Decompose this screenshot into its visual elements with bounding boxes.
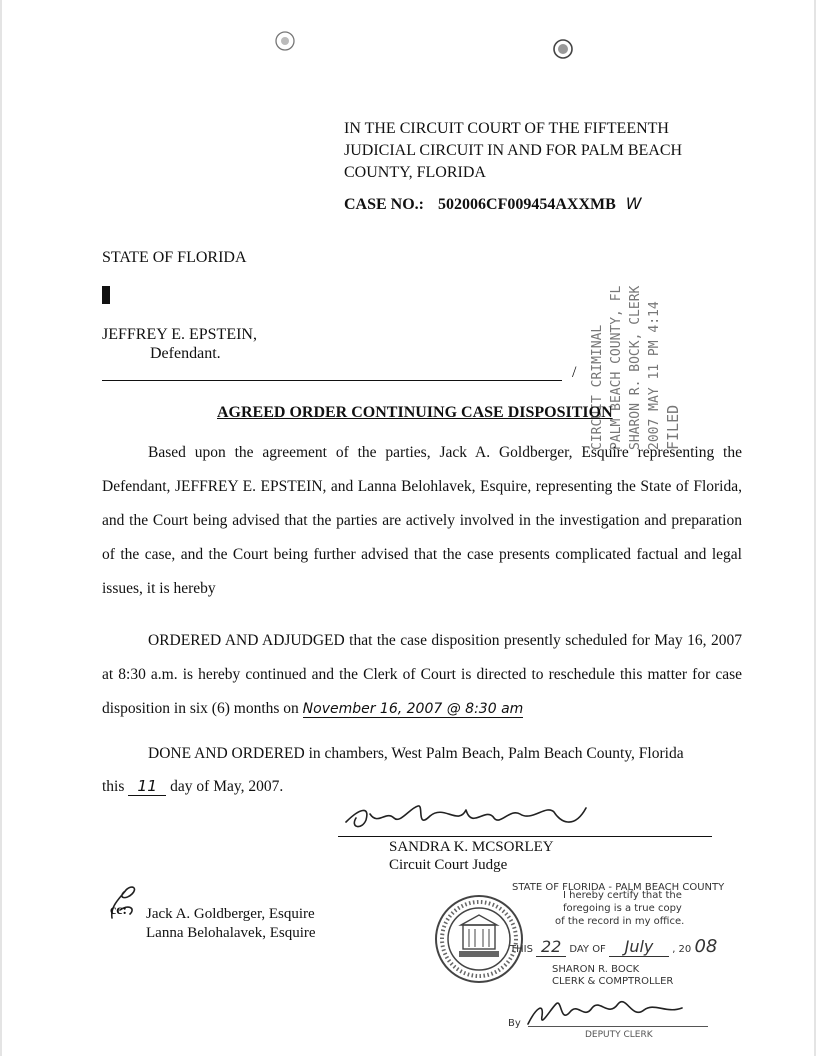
cert-line-1: I hereby certify that the [563,890,682,901]
cert-clerk-name: SHARON R. BOCK [552,964,640,975]
case-number: 502006CF009454AXXMB [438,196,616,213]
cc-label: cc: [110,903,128,918]
cert-deputy-label: DEPUTY CLERK [585,1030,653,1040]
cc-recipient-2: Lanna Belohalavek, Esquire [146,925,316,941]
order-paragraph-adjudged-text: ORDERED AND ADJUDGED that the case disposition presently scheduled for May 16, 2007 at 8:30 a.m. is hereby continued and the Clerk of Court is directed to reschedule this matter for case disposition in six (6) months on [102,632,742,717]
cert-line-2: foregoing is a true copy [563,903,682,914]
case-number-label: CASE NO.: [344,196,425,213]
filed-stamp-clerk: SHARON R. BOCK, CLERK [628,285,643,450]
cert-date-line [510,936,717,957]
cert-year-handwritten: 08 [694,936,718,957]
new-date-handwritten: November 16, 2007 @ 8:30 am [302,701,524,717]
cert-this-label: THIS [510,944,533,955]
court-line-2: JUDICIAL CIRCUIT IN AND FOR PALM BEACH [344,142,683,159]
cert-day-of-label: DAY OF [569,944,606,955]
filed-stamp-word: FILED [664,404,682,450]
caption-slash: / [572,364,577,381]
cert-header: STATE OF FLORIDA - PALM BEACH COUNTY [512,882,725,893]
judge-title: Circuit Court Judge [389,857,508,873]
day-line-prefix: this [102,778,125,795]
cert-month-handwritten: July [609,937,669,957]
cert-by-rule [528,1026,708,1027]
cert-line-3: of the record in my office. [555,916,685,927]
day-line-suffix: day of May, 2007. [170,778,284,795]
case-number-line [344,194,642,214]
caption-rule [102,380,562,381]
cert-year-prefix: , 20 [672,944,692,955]
punch-hole-mark-left [270,26,300,58]
order-title: AGREED ORDER CONTINUING CASE DISPOSITION [217,404,613,421]
filed-stamp [590,285,720,450]
cert-day-handwritten: 22 [536,937,566,957]
cc-recipient-1: Jack A. Goldberger, Esquire [146,906,315,922]
punch-hole-mark-right [549,34,579,66]
scan-edge-left [0,0,2,1056]
court-line-3: COUNTY, FLORIDA [344,164,486,181]
court-caption [344,118,682,184]
filed-stamp-agency: CIRCUIT CRIMINAL [590,324,605,450]
order-paragraph-recitals: Based upon the agreement of the parties, Jack A. Goldberger, Esquire representing the Defendant, JEFFREY E. EPSTEIN, and Lanna Belohlavek, Esquire, representing the State of Florida, and the Court being advised that the parties are actively involved in the investigation and preparation of the case, and the Court being further advised that the case presents complicated factual and legal issues, it is hereby [102,444,742,597]
cert-clerk-title: CLERK & COMPTROLLER [552,976,674,987]
court-line-1: IN THE CIRCUIT COURT OF THE FIFTEENTH [344,120,669,137]
cert-text-block [555,889,685,928]
case-division-handwritten: W [625,194,642,213]
cert-by-label: By [508,1018,521,1029]
plaintiff: STATE OF FLORIDA [102,249,247,266]
redaction-mark [102,286,110,304]
judge-signature-rule [338,836,712,837]
defendant-name: JEFFREY E. EPSTEIN, [102,326,257,343]
order-paragraph-adjudged [102,624,742,726]
order-paragraph-done: DONE AND ORDERED in chambers, West Palm Beach, Palm Beach County, Florida [148,745,684,762]
filed-stamp-datetime: 2007 MAY 11 PM 4:14 [647,301,662,450]
order-day-line [102,777,283,796]
cert-clerk-block [552,964,673,988]
judge-signature [340,800,640,840]
day-handwritten: 11 [128,777,166,796]
judge-name: SANDRA K. MCSORLEY [389,839,554,855]
defendant-role: Defendant. [150,345,221,362]
filed-stamp-county: PALM BEACH COUNTY, FL [609,285,624,450]
